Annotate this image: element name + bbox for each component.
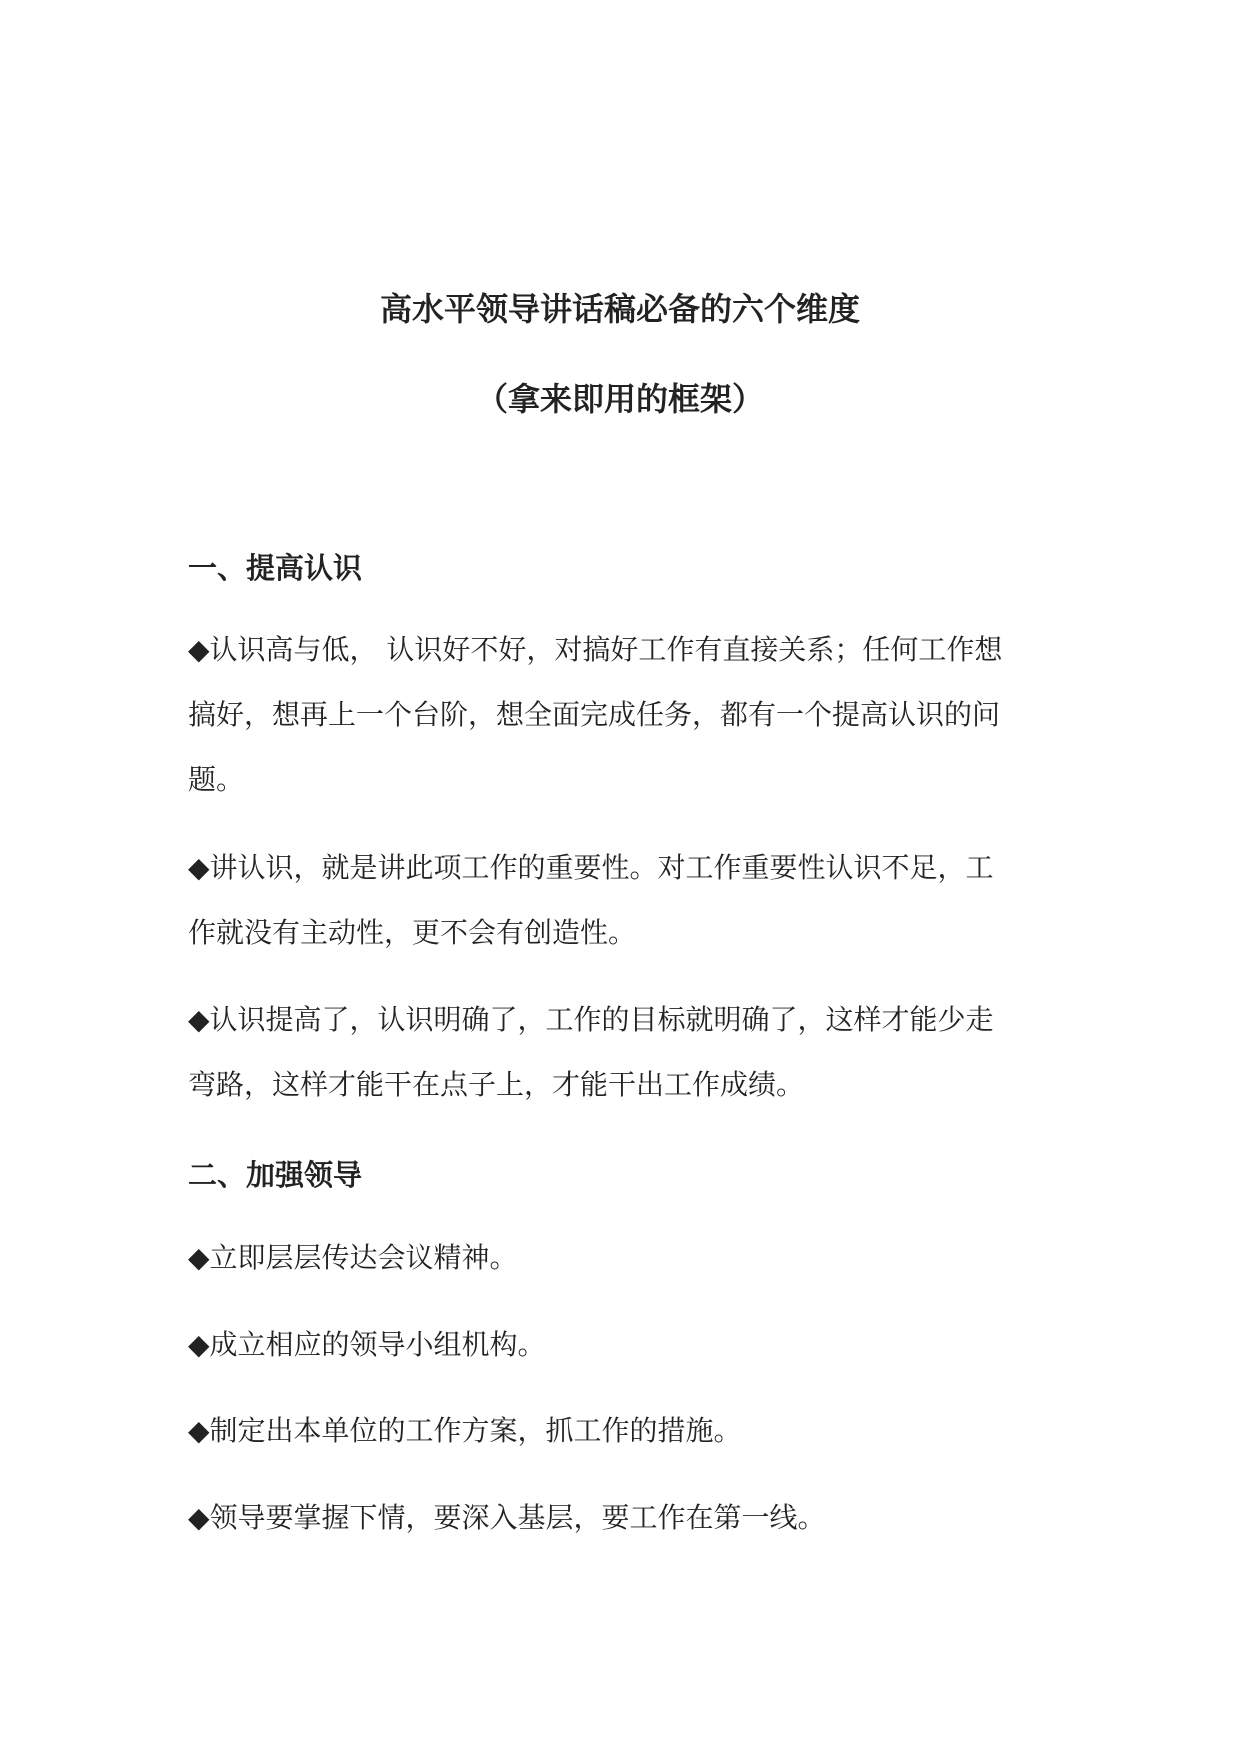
paragraph-line: 作就没有主动性，更不会有创造性。 bbox=[188, 916, 637, 949]
paragraph bbox=[188, 987, 1068, 1117]
paragraph-line: 弯路，这样才能干在点子上，才能干出工作成绩。 bbox=[188, 1068, 805, 1101]
list-item: ◆领导要掌握下情，要深入基层，要工作在第一线。 bbox=[188, 1501, 826, 1534]
paragraph-line: ◆认识高与低， 认识好不好，对搞好工作有直接关系；任何工作想 bbox=[188, 633, 1003, 666]
document-title: 高水平领导讲话稿必备的六个维度 bbox=[379, 290, 860, 328]
paragraph-line: ◆讲认识，就是讲此项工作的重要性。对工作重要性认识不足，工 bbox=[188, 851, 994, 884]
section-heading: 一、提高认识 bbox=[188, 551, 363, 585]
list-item: ◆立即层层传达会议精神。 bbox=[188, 1241, 518, 1274]
paragraph bbox=[188, 835, 1068, 965]
document-subtitle: （拿来即用的框架） bbox=[475, 380, 764, 418]
section-heading: 二、加强领导 bbox=[188, 1158, 363, 1192]
list-item: ◆制定出本单位的工作方案，抓工作的措施。 bbox=[188, 1414, 742, 1447]
paragraph-line: ◆认识提高了，认识明确了，工作的目标就明确了，这样才能少走 bbox=[188, 1003, 994, 1036]
paragraph-line: 搞好，想再上一个台阶，想全面完成任务，都有一个提高认识的问 bbox=[188, 698, 1001, 731]
paragraph-line: 题。 bbox=[188, 763, 245, 796]
list-item: ◆成立相应的领导小组机构。 bbox=[188, 1328, 546, 1361]
paragraph bbox=[188, 617, 1068, 812]
